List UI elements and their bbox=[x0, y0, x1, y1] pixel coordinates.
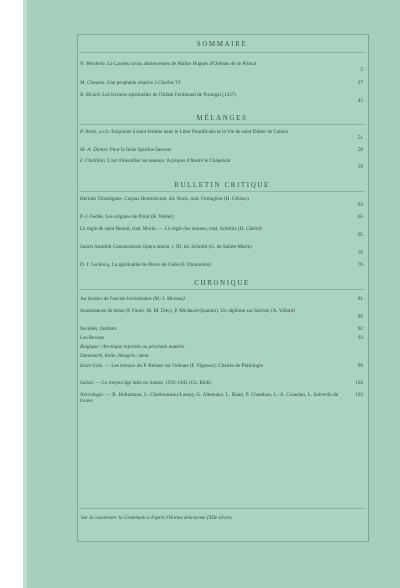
section-divider bbox=[79, 191, 365, 192]
page-number: 59 bbox=[357, 164, 363, 170]
cover-caption: Sur la couverture: la Grammatica d'après l'Hortus deliciarum (XIIe siècle). bbox=[81, 516, 233, 521]
page-number: 70 bbox=[357, 250, 363, 256]
sommaire-heading: SOMMAIRE bbox=[196, 40, 248, 48]
toc-entry: Belgique: chronique reportée au prochain numéro. bbox=[80, 344, 186, 350]
toc-entry: Hermès Trismégiste, Corpus Hermeticum, éd. Nock, trad. Festugière (H. Gibson) bbox=[80, 196, 249, 202]
page-number: 76 bbox=[357, 262, 363, 268]
table-of-contents-frame bbox=[77, 34, 369, 542]
journal-cover-page bbox=[23, 0, 400, 588]
toc-entry: R. Ricard. Les lectures spirituelles de l'Infant Ferdinand de Portugal (1437) bbox=[80, 92, 237, 98]
toc-entry: P. Antin, o.s.b. Emprunts à saint Jérôme dans le Liber Pontificalis et la Vie de saint Didier de Cahors bbox=[80, 129, 289, 135]
page-number: 51 bbox=[357, 135, 363, 141]
page-number: 5 bbox=[360, 67, 363, 73]
page-number: 81 bbox=[357, 296, 363, 302]
toc-entry: Au dossier de l'ancien lectionnaire (M.-J. Moreau) bbox=[80, 296, 185, 302]
page-number: 104 bbox=[355, 380, 363, 386]
toc-entry: F. Chatillon. L'art d'identifier les auteurs. A propos d'André le Chapelain bbox=[80, 158, 231, 164]
page-number: 93 bbox=[357, 335, 363, 341]
page-number: 103 bbox=[355, 392, 363, 398]
toc-entry: Danemark, Italie, Hongrie: idem. bbox=[80, 353, 150, 359]
page-number: 92 bbox=[357, 326, 363, 332]
toc-entry: Sociétés, Instituts bbox=[80, 326, 117, 332]
toc-entry: P.-J. Fedde, Les origines de Prüm (R. Weber) bbox=[80, 214, 174, 220]
toc-entry: M. Chaume. Une prophétie relative à Charles VI bbox=[80, 80, 181, 86]
toc-entry: Nécrologie. — R. Holtzmann, L. Charbonneau-Lassay, G. Altemann, L. Riant, P. Chambon, L.-A. Coandau, L. Salverda de Grave bbox=[80, 392, 339, 404]
toc-entry: Sancti Anselmi Cantuariensis Opera omnia, t. III, éd. Schmitt (G. de Sainte-Marie) bbox=[80, 244, 252, 250]
toc-entry: Soutenances de thèse (P. Faure, M. M. Davy, P. Michaud-Quantin). Un diplôme sur Salvien (A. Villard) bbox=[80, 308, 295, 314]
page-number: 65 bbox=[357, 232, 363, 238]
page-number: 65 bbox=[357, 214, 363, 220]
toc-entry: Les Revues bbox=[80, 335, 105, 341]
page-number: 45 bbox=[357, 98, 363, 104]
melanges-heading: MÉLANGES bbox=[196, 114, 248, 122]
page-number: 27 bbox=[357, 80, 363, 86]
page-number: 58 bbox=[357, 147, 363, 153]
toc-entry: D. J. Leclercq, La spiritualité de Pierre de Celle (F. Dumontier) bbox=[80, 262, 212, 268]
section-divider bbox=[79, 289, 365, 290]
chronique-heading: CHRONIQUE bbox=[194, 279, 250, 287]
page-number: 99 bbox=[357, 363, 363, 369]
section-divider bbox=[79, 52, 365, 53]
toc-entry: Suisse. — Le moyen âge latin en Suisse, 1932-1945 (Ch. Rüdi) bbox=[80, 380, 212, 386]
bulletin-critique-heading: BULLETIN CRITIQUE bbox=[174, 181, 270, 189]
toc-entry: M.-A. Dimier. Pour la fiche Spiritus Sanctus bbox=[80, 147, 172, 153]
footer-divider bbox=[79, 508, 365, 509]
page-number: 89 bbox=[357, 314, 363, 320]
page-number: 63 bbox=[357, 202, 363, 208]
section-divider bbox=[79, 124, 365, 125]
toc-entry: N. Weisbein. Le Laudes novas adolescentes de Maître Hugues d'Orléans dit le Primat bbox=[80, 61, 257, 67]
toc-entry: La règle de saint Benoît, trad. Morin. — La règle des moines, trad. Schmitz (H. Chérel) bbox=[80, 226, 262, 232]
toc-entry: Etats-Unis. — Les travaux du P. Rehner sur Orléans (F. Vignaux). Chaires de Philologie bbox=[80, 363, 263, 369]
